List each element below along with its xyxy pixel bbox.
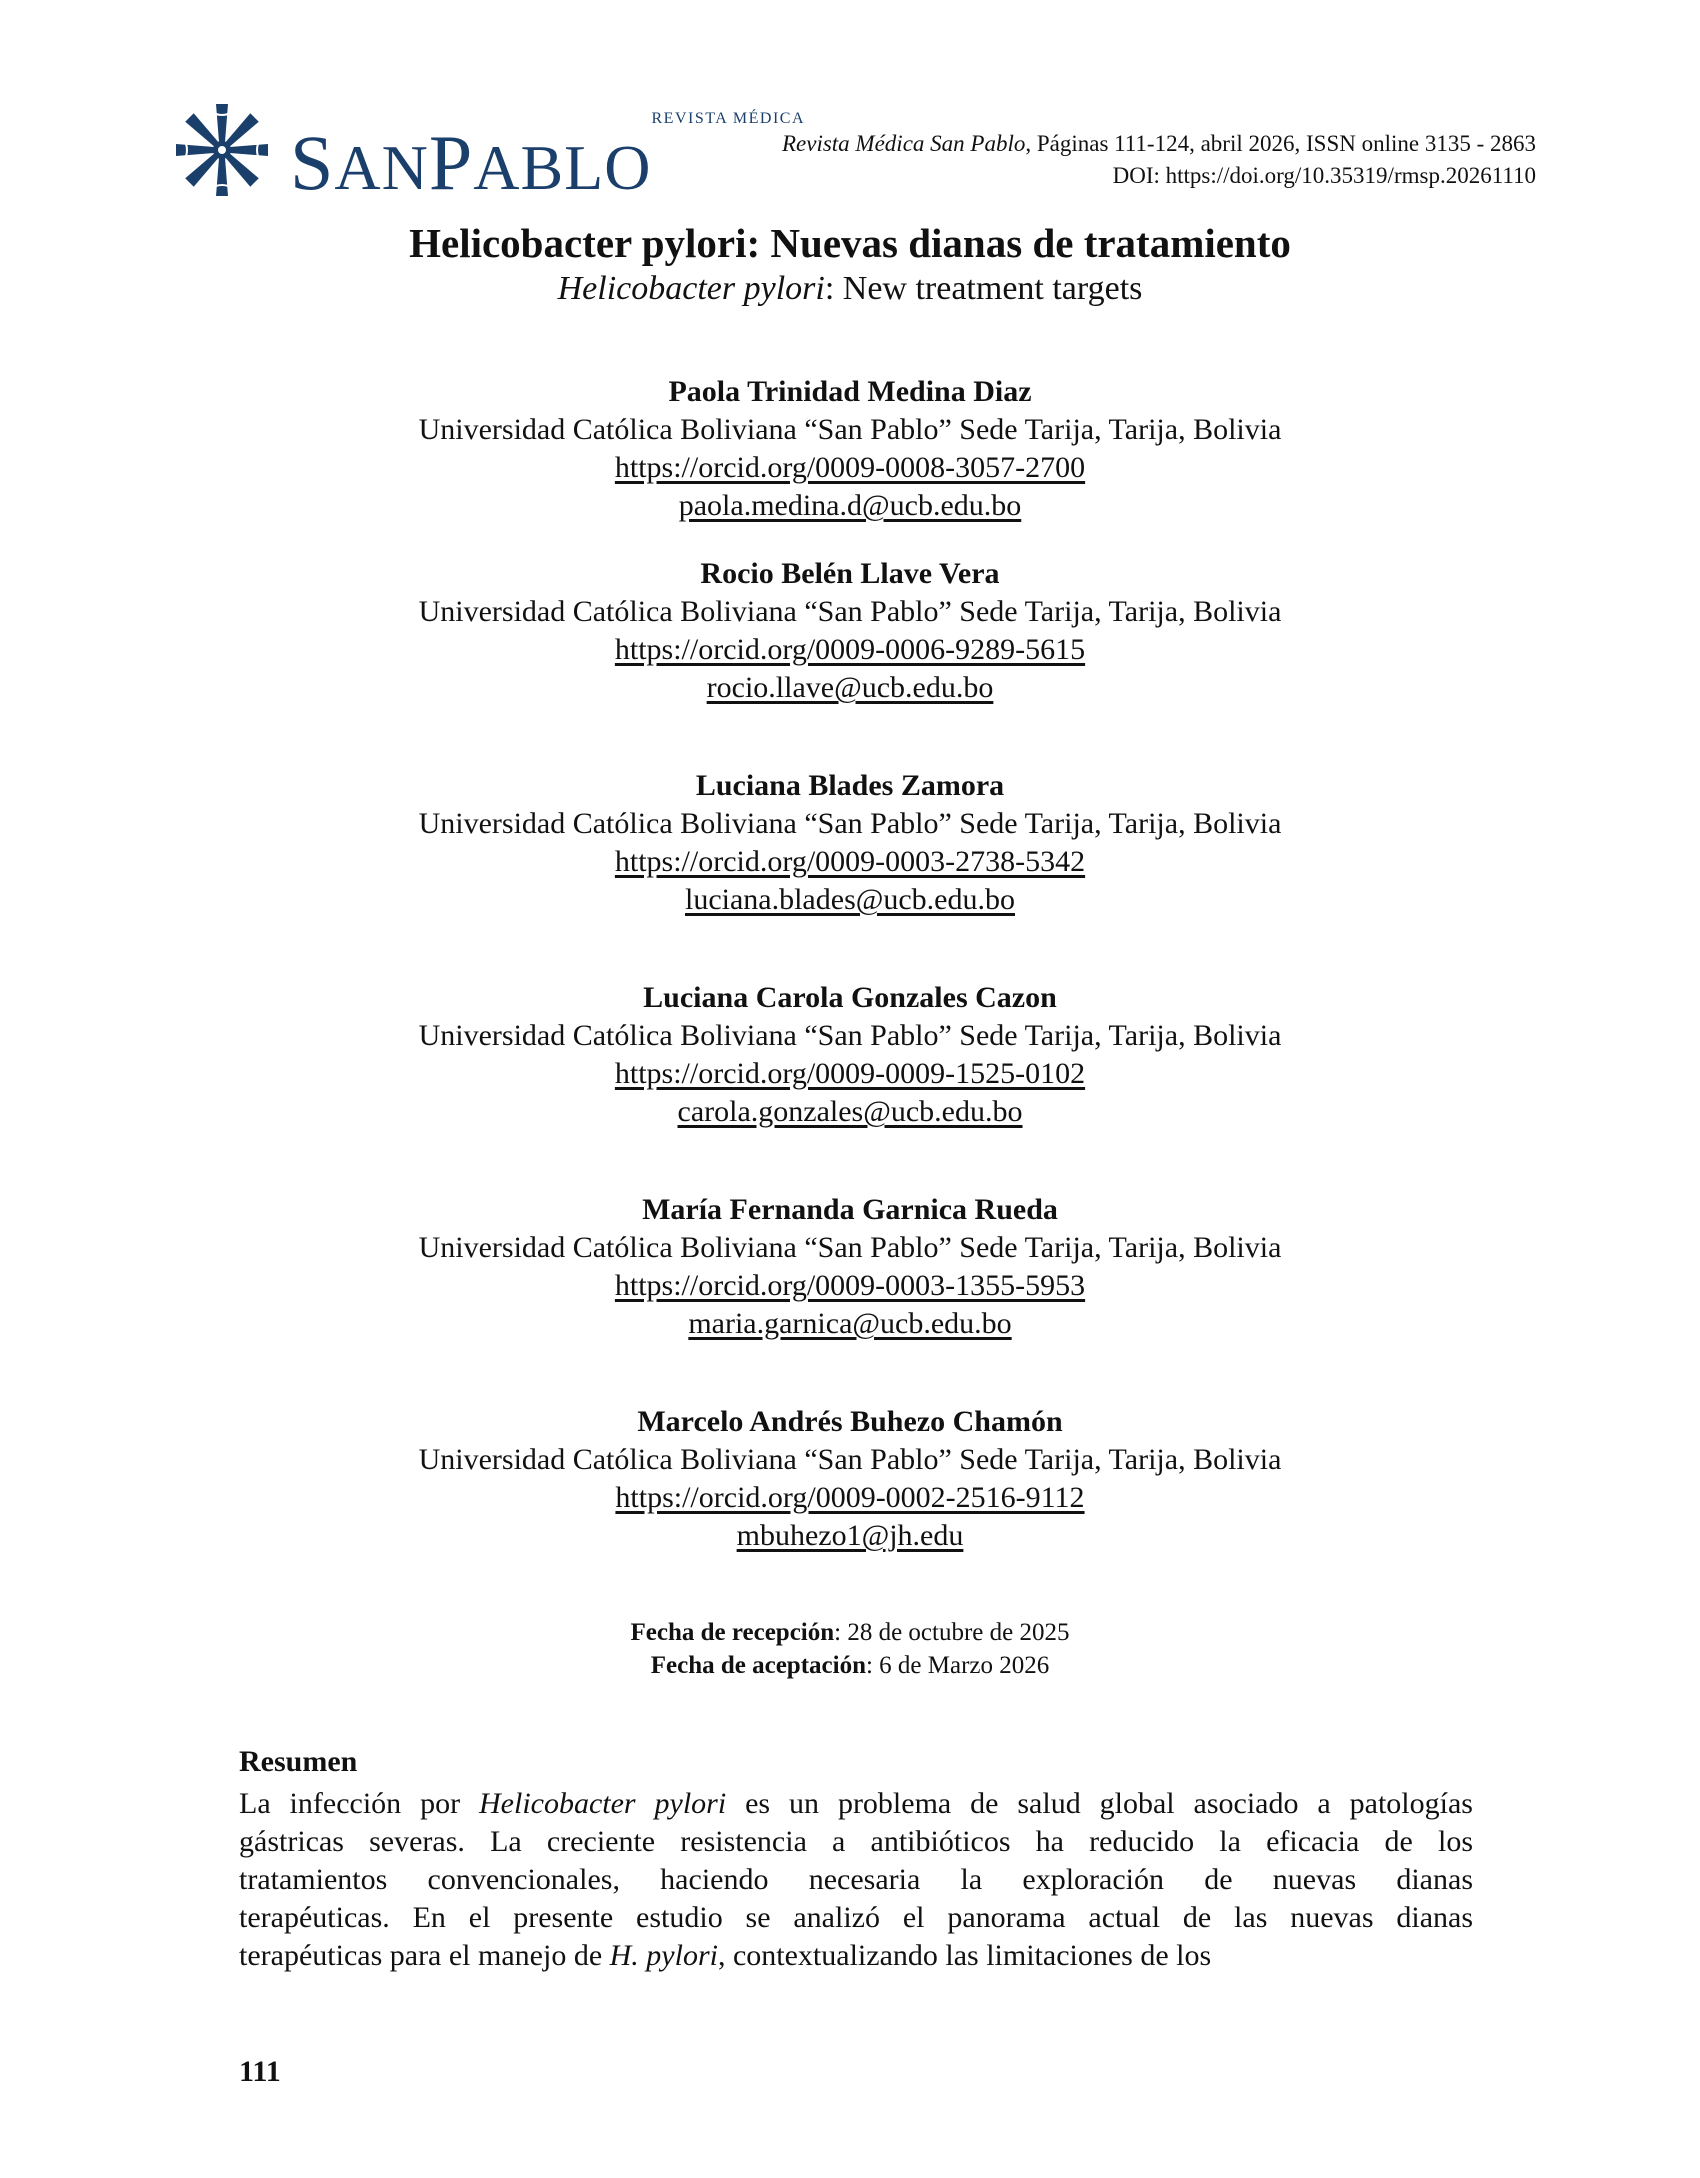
species-name: H. pylori <box>609 1939 718 1972</box>
page-number: 111 <box>239 2055 281 2088</box>
author-name: Luciana Blades Zamora <box>695 769 1005 802</box>
accepted-label: Fecha de aceptación <box>650 1652 866 1679</box>
received-date <box>0 1616 1700 1649</box>
subtitle-italic: Helicobacter pylori <box>557 270 825 307</box>
author-affiliation: Universidad Católica Boliviana “San Pablo” Sede Tarija, Tarija, Bolivia <box>418 595 1282 628</box>
citation-details: , Páginas 111-124, abril 2026, ISSN online 3135 - 2863 <box>1025 131 1536 156</box>
abstract-line: terapéuticas. En el presente estudio se analizó el panorama actual de las nuevas dianas <box>239 1901 1473 1934</box>
abstract-heading: Resumen <box>239 1745 358 1778</box>
received-label: Fecha de recepción <box>630 1619 835 1646</box>
logo-kicker: REVISTA MÉDICA <box>651 110 805 127</box>
abstract-line: gástricas severas. La creciente resistencia a antibióticos ha reducido la eficacia de los <box>239 1825 1473 1858</box>
orcid-link[interactable]: https://orcid.org/0009-0008-3057-2700 <box>614 451 1086 484</box>
text-run: , contextualizando las limitaciones de los <box>717 1939 1212 1972</box>
logo-wordmark <box>290 119 652 206</box>
email-link[interactable]: maria.garnica@ucb.edu.bo <box>688 1307 1012 1340</box>
article-title: Helicobacter pylori: Nuevas dianas de tratamiento <box>409 220 1291 266</box>
email-link[interactable]: paola.medina.d@ucb.edu.bo <box>678 489 1022 522</box>
text-run: La infección por <box>239 1787 479 1820</box>
author-block <box>0 555 1700 707</box>
orcid-link[interactable]: https://orcid.org/0009-0006-9289-5615 <box>614 633 1086 666</box>
author-affiliation: Universidad Católica Boliviana “San Pablo” Sede Tarija, Tarija, Bolivia <box>418 1443 1282 1476</box>
citation-line <box>782 128 1536 160</box>
author-block <box>0 767 1700 919</box>
article-dates <box>0 1616 1700 1682</box>
author-affiliation: Universidad Católica Boliviana “San Pablo” Sede Tarija, Tarija, Bolivia <box>418 1019 1282 1052</box>
abstract-line <box>239 1785 1473 1823</box>
author-affiliation: Universidad Católica Boliviana “San Pablo” Sede Tarija, Tarija, Bolivia <box>418 413 1282 446</box>
logo-letters: AN <box>334 132 429 203</box>
text-run: terapéuticas para el manejo de <box>239 1939 610 1972</box>
author-name: Paola Trinidad Medina Diaz <box>668 375 1032 408</box>
received-value: : 28 de octubre de 2025 <box>834 1619 1070 1646</box>
journal-logo <box>172 100 805 206</box>
orcid-link[interactable]: https://orcid.org/0009-0003-1355-5953 <box>614 1269 1086 1302</box>
logo-letter: S <box>290 119 335 206</box>
species-name: Helicobacter pylori <box>479 1787 727 1820</box>
abstract-line: tratamientos convencionales, haciendo necesaria la exploración de nuevas dianas <box>239 1863 1473 1896</box>
author-name: Luciana Carola Gonzales Cazon <box>643 981 1057 1014</box>
author-affiliation: Universidad Católica Boliviana “San Pablo” Sede Tarija, Tarija, Bolivia <box>418 807 1282 840</box>
author-block <box>0 1403 1700 1555</box>
accepted-date <box>0 1649 1700 1682</box>
author-block <box>0 373 1700 525</box>
orcid-link[interactable]: https://orcid.org/0009-0003-2738-5342 <box>614 845 1086 878</box>
logo-letter: P <box>428 119 474 206</box>
abstract-line <box>239 1937 1473 1975</box>
author-block <box>0 979 1700 1131</box>
san-pablo-emblem-icon <box>172 100 272 200</box>
email-link[interactable]: mbuhezo1@jh.edu <box>736 1519 964 1552</box>
author-affiliation: Universidad Católica Boliviana “San Pablo” Sede Tarija, Tarija, Bolivia <box>418 1231 1282 1264</box>
accepted-value: : 6 de Marzo 2026 <box>865 1652 1050 1679</box>
journal-name: Revista Médica San Pablo <box>781 131 1026 156</box>
orcid-link[interactable]: https://orcid.org/0009-0009-1525-0102 <box>614 1057 1086 1090</box>
author-name: Rocio Belén Llave Vera <box>700 557 1000 590</box>
email-link[interactable]: rocio.llave@ucb.edu.bo <box>706 671 994 704</box>
text-run: es un problema de salud global asociado a patologías <box>726 1787 1473 1820</box>
email-link[interactable]: carola.gonzales@ucb.edu.bo <box>677 1095 1023 1128</box>
journal-citation <box>782 128 1536 192</box>
author-name: Marcelo Andrés Buhezo Chamón <box>637 1405 1063 1438</box>
email-link[interactable]: luciana.blades@ucb.edu.bo <box>684 883 1015 916</box>
abstract-text <box>239 1785 1473 1975</box>
author-name: María Fernanda Garnica Rueda <box>642 1193 1058 1226</box>
article-subtitle <box>0 268 1700 310</box>
doi: DOI: https://doi.org/10.35319/rmsp.20261110 <box>1112 163 1536 188</box>
author-list <box>0 373 1700 1555</box>
logo-letters: ABLO <box>473 132 652 203</box>
author-block <box>0 1191 1700 1343</box>
subtitle-rest: : New treatment targets <box>824 270 1143 307</box>
orcid-link[interactable]: https://orcid.org/0009-0002-2516-9112 <box>615 1481 1085 1514</box>
